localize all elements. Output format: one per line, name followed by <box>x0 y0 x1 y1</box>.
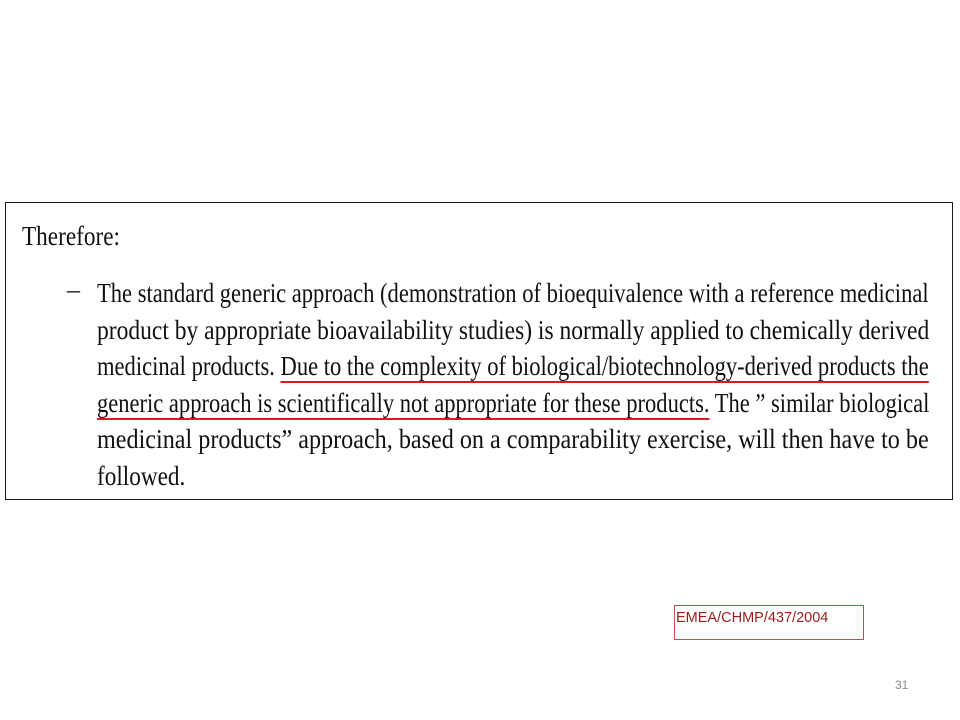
excerpt-line: product by appropriate bioavailability studies) is normally applied to chemically derived <box>97 314 930 345</box>
underlined-statement: generic approach is scientifically not appropriate for these products. <box>97 387 710 418</box>
excerpt-line: medicinal products” approach, based on a comparability exercise, will then have to be <box>97 424 929 454</box>
page-number: 31 <box>895 678 909 692</box>
bullet-dash: – <box>67 275 80 304</box>
excerpt-text: medicinal products. <box>97 351 281 381</box>
excerpt-heading: Therefore: <box>22 221 120 251</box>
guideline-excerpt <box>5 202 953 500</box>
reference-citation: EMEA/CHMP/437/2004 <box>674 605 864 640</box>
excerpt-line: followed. <box>97 460 186 491</box>
underlined-statement: Due to the complexity of biological/biotechnology-derived products the <box>280 351 929 381</box>
excerpt-text: The ” similar biological <box>709 387 930 418</box>
excerpt-paragraph <box>97 275 929 494</box>
excerpt-line: The standard generic approach (demonstration of bioequivalence with a reference medicinal <box>97 278 929 308</box>
excerpt-line <box>97 385 929 422</box>
excerpt-line <box>97 348 929 385</box>
